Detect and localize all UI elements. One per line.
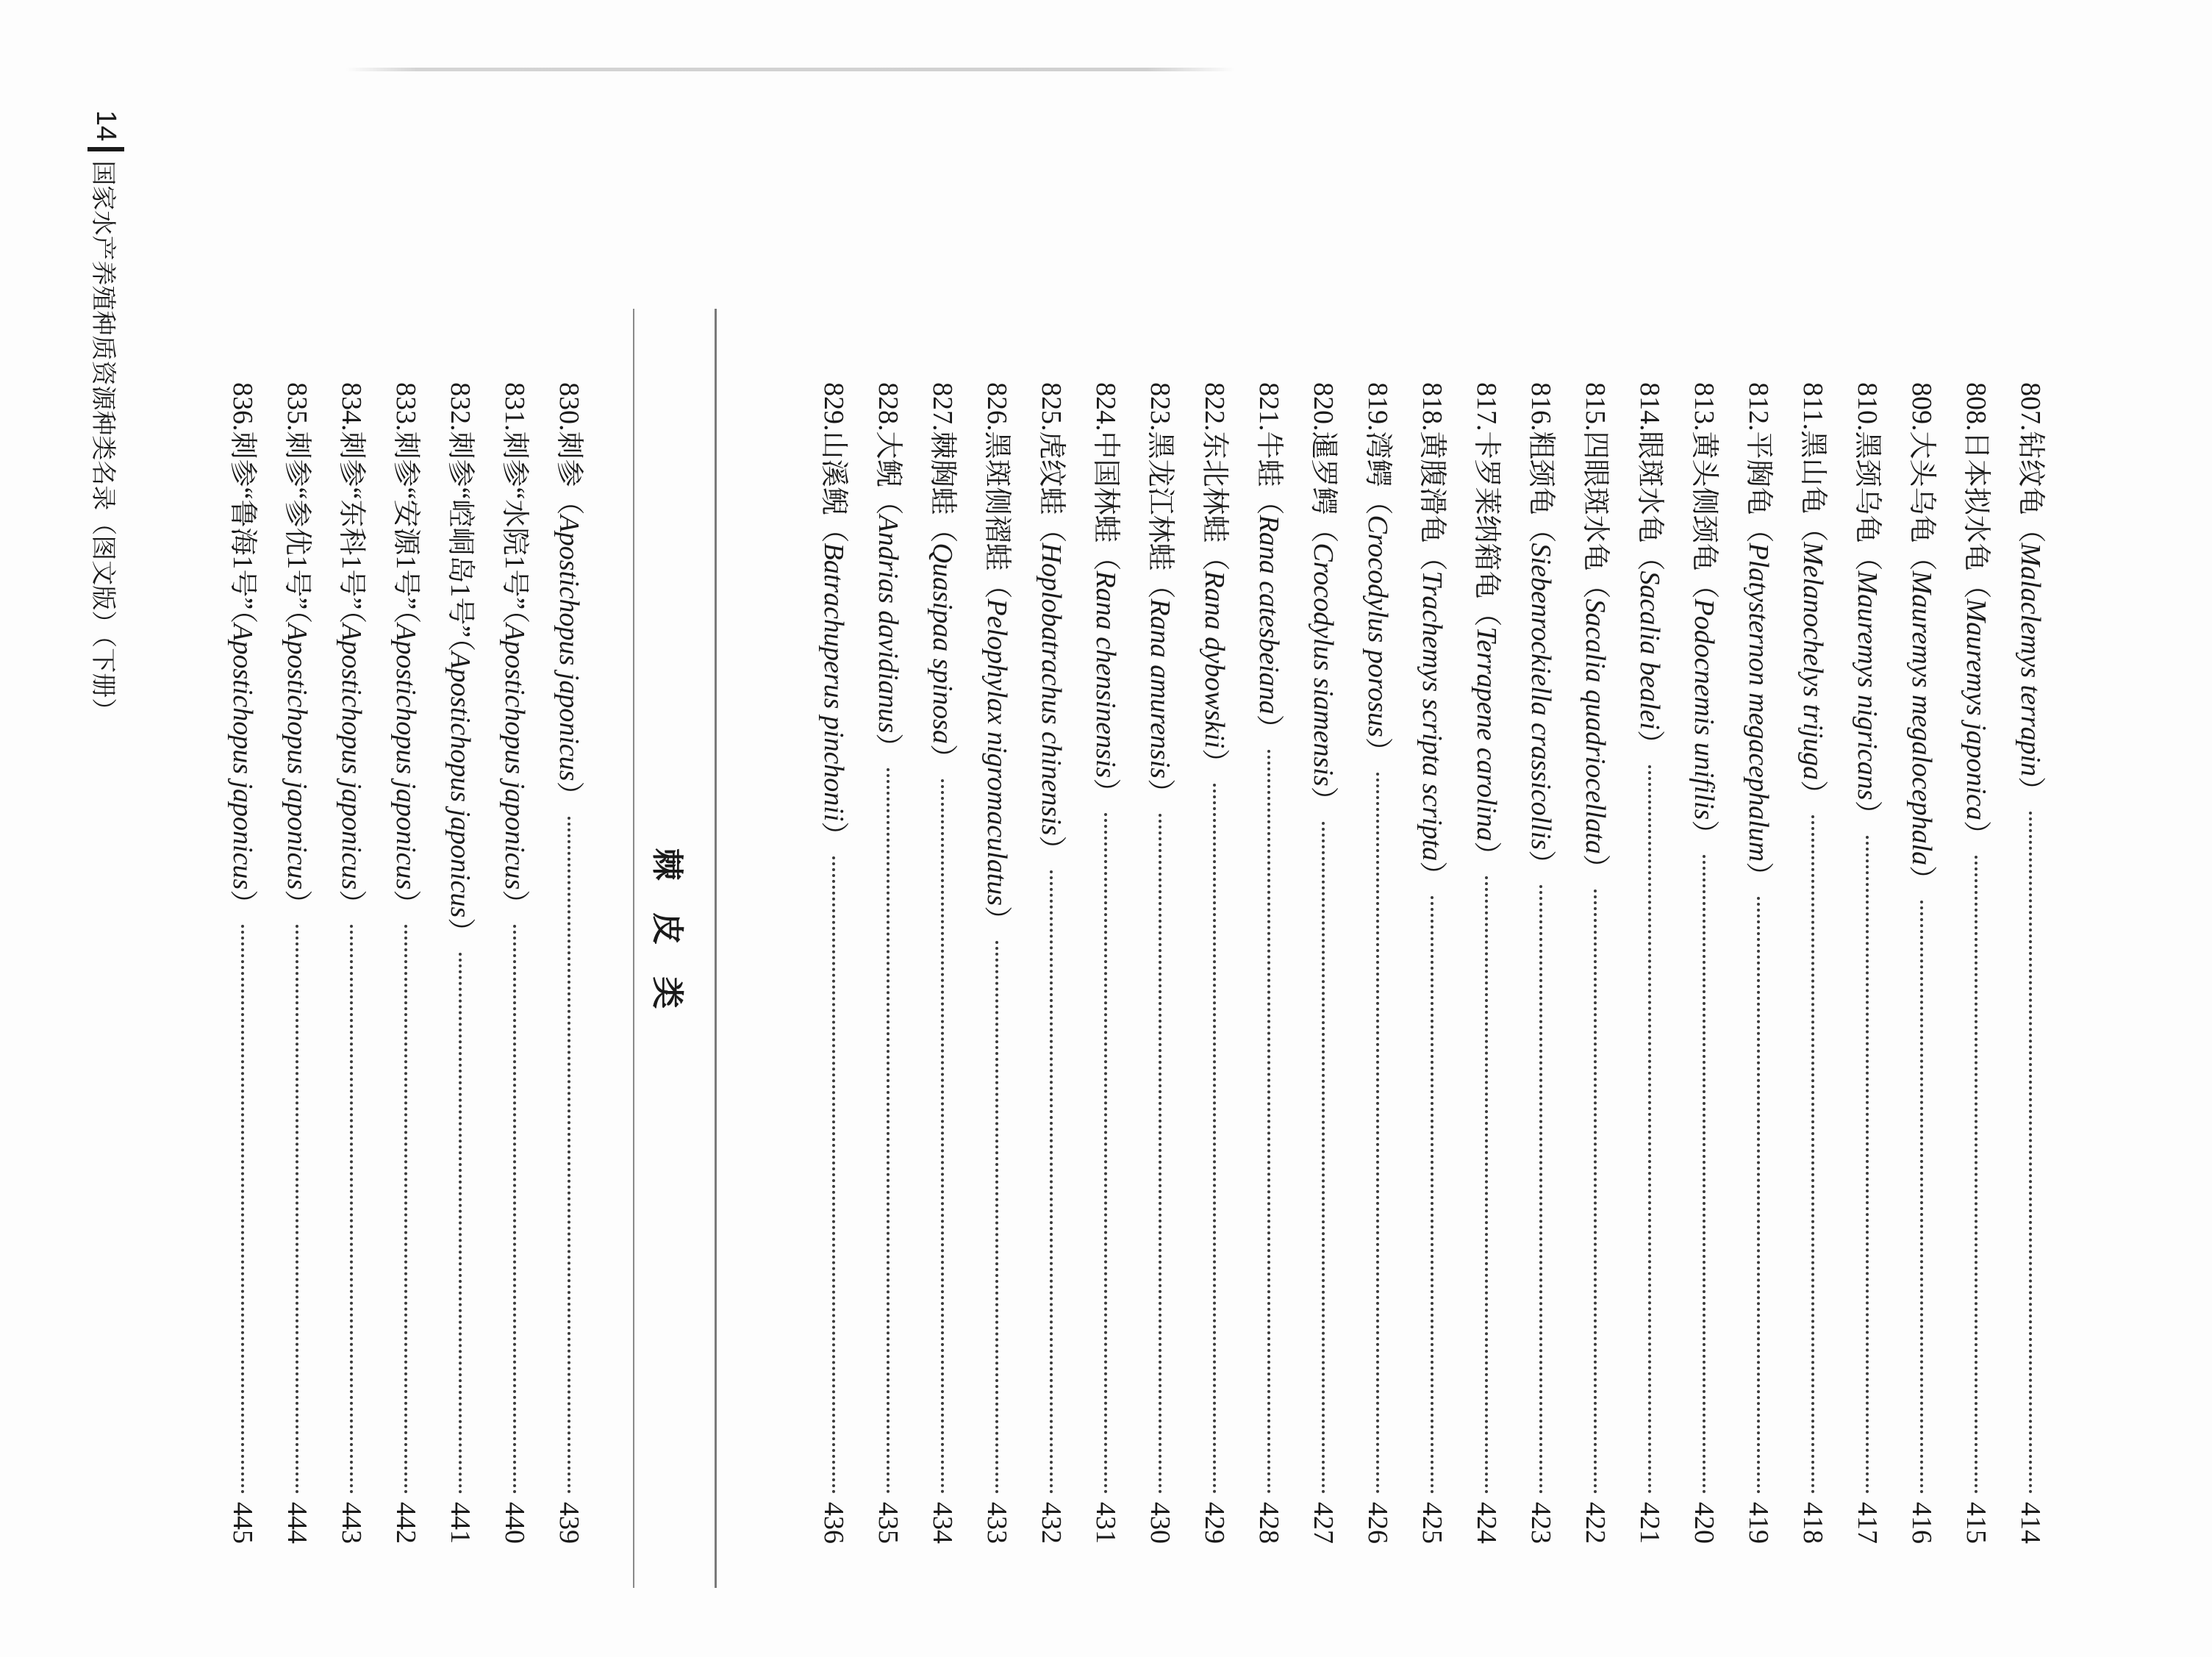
- entry-page-number: 421: [1634, 1502, 1665, 1544]
- entry-latin-name: Apostichopus japonicus: [499, 623, 530, 890]
- dot-leader: [887, 768, 890, 1494]
- entry-page-number: 439: [554, 1502, 584, 1544]
- entry-latin-name: Hoplobatrachus chinensis: [1036, 543, 1067, 836]
- toc-entry[interactable]: [487, 382, 542, 1544]
- entry-chinese-name: 812.平胸龟（: [1743, 382, 1774, 543]
- entry-close-paren: ）: [1961, 820, 1991, 849]
- entry-latin-name: Sacalia quadriocellata: [1580, 598, 1611, 854]
- toc-entry-title: [1568, 382, 1622, 882]
- entry-page-number: 427: [1308, 1502, 1339, 1544]
- toc-entry[interactable]: [1949, 382, 2003, 1544]
- toc-entry-title: [1133, 382, 1187, 806]
- toc-list-reptiles-amphibians: [806, 382, 2058, 1544]
- toc-entry-title: [1731, 382, 1786, 890]
- entry-close-paren: ）: [1471, 841, 1502, 870]
- dot-leader: [2029, 812, 2032, 1494]
- entry-close-paren: ）: [1145, 779, 1175, 807]
- entry-chinese-name: 831.刺参“水院1号”（: [499, 382, 530, 624]
- toc-entry[interactable]: [1677, 382, 1731, 1544]
- toc-entry[interactable]: [270, 382, 324, 1544]
- entry-chinese-name: 823.黑龙江林蛙（: [1145, 382, 1175, 599]
- entry-close-paren: ）: [2015, 776, 2046, 805]
- entry-page-number: 424: [1471, 1502, 1502, 1544]
- toc-entry[interactable]: [1405, 382, 1459, 1544]
- toc-entry-title: [542, 382, 596, 809]
- entry-latin-name: Rana chensinensis: [1090, 570, 1121, 779]
- dot-leader: [1376, 773, 1379, 1494]
- dot-leader: [1975, 856, 1977, 1494]
- running-header: [87, 110, 124, 723]
- entry-latin-name: Apostichopus japonicus: [282, 623, 312, 890]
- dot-leader: [1866, 836, 1869, 1494]
- toc-entry-title: [1677, 382, 1731, 848]
- entry-close-paren: ）: [1199, 748, 1230, 777]
- toc-entry[interactable]: [324, 382, 379, 1544]
- toc-entry[interactable]: [1350, 382, 1405, 1544]
- dot-leader: [1322, 822, 1325, 1494]
- toc-entry-title: [1840, 382, 1894, 828]
- section-divider-bottom: [633, 309, 634, 1588]
- entry-latin-name: Pelophylax nigromaculatus: [981, 598, 1012, 906]
- entry-close-paren: ）: [499, 890, 530, 918]
- toc-entry[interactable]: [1568, 382, 1622, 1544]
- entry-close-paren: ）: [981, 906, 1012, 934]
- dot-leader: [1811, 815, 1814, 1494]
- dot-leader: [296, 925, 298, 1494]
- entry-chinese-name: 817.卡罗莱纳箱龟（: [1471, 382, 1502, 627]
- dot-leader: [350, 925, 353, 1494]
- toc-entry-title: [324, 382, 379, 917]
- entry-chinese-name: 819.湾鳄（: [1362, 382, 1393, 515]
- toc-entry[interactable]: [215, 382, 270, 1544]
- entry-chinese-name: 816.粗颈龟（: [1525, 382, 1556, 543]
- toc-entry-title: [1078, 382, 1133, 806]
- dot-leader: [1648, 765, 1651, 1494]
- entry-close-paren: ）: [818, 821, 849, 850]
- entry-latin-name: Batrachuperus pinchonii: [818, 543, 849, 822]
- entry-chinese-name: 827.棘胸蛙（: [927, 382, 958, 543]
- entry-page-number: 415: [1961, 1502, 1991, 1544]
- entry-latin-name: Rana dybowskii: [1199, 570, 1230, 749]
- dot-leader: [1485, 876, 1488, 1494]
- entry-close-paren: ）: [227, 890, 258, 918]
- entry-close-paren: ）: [336, 890, 367, 918]
- toc-entry[interactable]: [1242, 382, 1296, 1544]
- entry-latin-name: Platysternon megacephalum: [1743, 543, 1774, 862]
- toc-entry[interactable]: [1514, 382, 1568, 1544]
- entry-chinese-name: 835.刺参“参优1号”（: [282, 382, 312, 624]
- toc-entry-title: [1514, 382, 1568, 878]
- entry-page-number: 429: [1199, 1502, 1230, 1544]
- entry-page-number: 419: [1743, 1502, 1774, 1544]
- toc-entry-title: [379, 382, 433, 917]
- entry-chinese-name: 834.刺参“东科1号”（: [336, 382, 367, 624]
- entry-chinese-name: 833.刺参“安源1号”（: [390, 382, 421, 624]
- entry-latin-name: Andrias davidianus: [873, 515, 903, 734]
- entry-page-number: 442: [390, 1502, 421, 1544]
- entry-page-number: 434: [927, 1502, 958, 1544]
- toc-entry-title: [1405, 382, 1459, 889]
- toc-entry[interactable]: [1078, 382, 1133, 1544]
- entry-chinese-name: 826.黑斑侧褶蛙（: [981, 382, 1012, 599]
- dot-leader: [995, 941, 998, 1494]
- entry-latin-name: Mauremys japonica: [1961, 598, 1991, 820]
- entry-chinese-name: 836.刺参“鲁海1号”（: [227, 382, 258, 624]
- entry-chinese-name: 822.东北林蛙（: [1199, 382, 1230, 571]
- entry-chinese-name: 830.刺参（: [554, 382, 584, 515]
- dot-leader: [1050, 870, 1053, 1494]
- toc-entry[interactable]: [1024, 382, 1078, 1544]
- dot-leader: [513, 925, 516, 1494]
- entry-chinese-name: 832.刺参“崆峒岛1号”（: [445, 382, 476, 652]
- toc-entry[interactable]: [1459, 382, 1514, 1544]
- toc-entry-title: [487, 382, 542, 917]
- dot-leader: [1431, 896, 1433, 1494]
- dot-leader: [1267, 750, 1270, 1494]
- toc-entry[interactable]: [806, 382, 861, 1544]
- toc-entry-title: [1622, 382, 1677, 758]
- entry-latin-name: Terrapene carolina: [1471, 626, 1502, 842]
- entry-close-paren: ）: [1036, 835, 1067, 864]
- entry-latin-name: Mauremys nigricans: [1852, 570, 1883, 801]
- entry-chinese-name: 814.眼斑水龟（: [1634, 382, 1665, 571]
- entry-page-number: 432: [1036, 1502, 1067, 1544]
- toc-entry[interactable]: [542, 382, 596, 1544]
- entry-chinese-name: 813.黄头侧颈龟（: [1689, 382, 1719, 599]
- toc-entry[interactable]: [1296, 382, 1350, 1544]
- toc-entry[interactable]: [970, 382, 1024, 1544]
- entry-page-number: 420: [1689, 1502, 1719, 1544]
- entry-latin-name: Mauremys megalocephala: [1906, 570, 1937, 866]
- entry-page-number: 426: [1362, 1502, 1393, 1544]
- entry-page-number: 444: [282, 1502, 312, 1544]
- entry-latin-name: Rana catesbeiana: [1253, 515, 1284, 715]
- entry-chinese-name: 821.牛蛙（: [1253, 382, 1284, 515]
- entry-latin-name: Crocodylus porosus: [1362, 515, 1393, 737]
- toc-entry-title: [270, 382, 324, 917]
- toc-entry[interactable]: [1786, 382, 1840, 1544]
- entry-latin-name: Apostichopus japonicus: [554, 515, 584, 781]
- dot-leader: [1703, 855, 1705, 1494]
- entry-page-number: 416: [1906, 1502, 1937, 1544]
- toc-entry-title: [1187, 382, 1242, 776]
- dot-leader: [404, 925, 407, 1494]
- section-heading: 棘 皮 类: [648, 848, 686, 1020]
- entry-page-number: 425: [1417, 1502, 1447, 1544]
- entry-page-number: 428: [1253, 1502, 1284, 1544]
- toc-entry-title: [1459, 382, 1514, 869]
- entry-close-paren: ）: [554, 781, 584, 809]
- entry-close-paren: ）: [1580, 853, 1611, 882]
- entry-chinese-name: 818.黄腹滑龟（: [1417, 382, 1447, 571]
- entry-latin-name: Sacalia bealei: [1634, 570, 1665, 730]
- entry-page-number: 436: [818, 1502, 849, 1544]
- toc-entry-title: [215, 382, 270, 917]
- entry-close-paren: ）: [1253, 714, 1284, 742]
- toc-entry-title: [970, 382, 1024, 934]
- entry-chinese-name: 820.暹罗鳄（: [1308, 382, 1339, 543]
- header-divider-bar: [87, 147, 124, 151]
- toc-entry-title: [1949, 382, 2003, 848]
- entry-close-paren: ）: [390, 890, 421, 918]
- entry-close-paren: ）: [1852, 800, 1883, 828]
- entry-close-paren: ）: [1090, 778, 1121, 806]
- toc-entry-title: [433, 382, 487, 945]
- entry-latin-name: Apostichopus japonicus: [390, 623, 421, 890]
- entry-page-number: 431: [1090, 1502, 1121, 1544]
- entry-close-paren: ）: [927, 743, 958, 772]
- entry-close-paren: ）: [1689, 820, 1719, 848]
- entry-chinese-name: 815.四眼斑水龟（: [1580, 382, 1611, 599]
- toc-entry[interactable]: [1187, 382, 1242, 1544]
- entry-close-paren: ）: [873, 733, 903, 762]
- section-divider-top: [715, 309, 717, 1588]
- toc-entry-title: [915, 382, 970, 772]
- toc-entry-title: [1242, 382, 1296, 742]
- toc-entry[interactable]: [1894, 382, 1949, 1544]
- entry-latin-name: Crocodylus siamensis: [1308, 543, 1339, 787]
- dot-leader: [1159, 814, 1162, 1494]
- toc-list-echinoderms: [215, 382, 596, 1544]
- entry-chinese-name: 808.日本拟水龟（: [1961, 382, 1991, 599]
- toc-entry-title: [806, 382, 861, 849]
- entry-page-number: 430: [1145, 1502, 1175, 1544]
- toc-entry[interactable]: [379, 382, 433, 1544]
- entry-page-number: 445: [227, 1502, 258, 1544]
- entry-close-paren: ）: [1797, 780, 1828, 809]
- book-title: 国家水产养殖种质资源种类名录（图文版）（下册）: [88, 160, 118, 723]
- entry-latin-name: Podocnemis unifilis: [1689, 598, 1719, 820]
- toc-entry[interactable]: [861, 382, 915, 1544]
- entry-close-paren: ）: [1634, 729, 1665, 758]
- entry-page-number: 423: [1525, 1502, 1556, 1544]
- toc-entry[interactable]: [2003, 382, 2058, 1544]
- toc-entry-title: [1894, 382, 1949, 893]
- entry-latin-name: Apostichopus japonicus: [445, 651, 476, 918]
- toc-entry[interactable]: [1133, 382, 1187, 1544]
- entry-close-paren: ）: [1362, 737, 1393, 765]
- entry-latin-name: Apostichopus japonicus: [227, 623, 258, 890]
- dot-leader: [568, 817, 570, 1494]
- entry-latin-name: Malaclemys terrapin: [2015, 543, 2046, 777]
- entry-latin-name: Apostichopus japonicus: [336, 623, 367, 890]
- entry-chinese-name: 824.中国林蛙（: [1090, 382, 1121, 571]
- entry-page-number: 443: [336, 1502, 367, 1544]
- entry-latin-name: Trachemys scripta scripta: [1417, 570, 1447, 862]
- entry-close-paren: ）: [282, 890, 312, 918]
- toc-entry[interactable]: [433, 382, 487, 1544]
- toc-entry[interactable]: [1731, 382, 1786, 1544]
- entry-chinese-name: 825.虎纹蛙（: [1036, 382, 1067, 543]
- toc-entry-title: [2003, 382, 2058, 804]
- toc-entry[interactable]: [915, 382, 970, 1544]
- entry-latin-name: Melanochelys trijuga: [1797, 542, 1828, 781]
- dot-leader: [1920, 901, 1923, 1494]
- entry-page-number: 417: [1852, 1502, 1883, 1544]
- dot-leader: [941, 779, 944, 1494]
- entry-latin-name: Quasipaa spinosa: [927, 543, 958, 744]
- toc-entry-title: [1296, 382, 1350, 815]
- entry-chinese-name: 809.大头乌龟（: [1906, 382, 1937, 571]
- entry-page-number: 433: [981, 1502, 1012, 1544]
- entry-page-number: 414: [2015, 1502, 2046, 1544]
- toc-entry[interactable]: [1622, 382, 1677, 1544]
- entry-chinese-name: 828.大鲵（: [873, 382, 903, 515]
- dot-leader: [1757, 897, 1760, 1494]
- toc-entry-title: [861, 382, 915, 761]
- entry-close-paren: ）: [1525, 850, 1556, 878]
- entry-chinese-name: 807.钻纹龟（: [2015, 382, 2046, 543]
- toc-entry-title: [1024, 382, 1078, 863]
- entry-close-paren: ）: [1906, 865, 1937, 894]
- entry-close-paren: ）: [445, 917, 476, 946]
- entry-close-paren: ）: [1417, 861, 1447, 890]
- entry-page-number: 422: [1580, 1502, 1611, 1544]
- entry-page-number: 418: [1797, 1502, 1828, 1544]
- entry-page-number: 440: [499, 1502, 530, 1544]
- dot-leader: [1213, 784, 1216, 1494]
- entry-latin-name: Rana amurensis: [1145, 598, 1175, 779]
- toc-entry-title: [1786, 382, 1840, 808]
- dot-leader: [459, 953, 462, 1494]
- entry-close-paren: ）: [1308, 786, 1339, 815]
- entry-chinese-name: 829.山溪鲵（: [818, 382, 849, 543]
- dot-leader: [1539, 885, 1542, 1494]
- dot-leader: [1594, 890, 1597, 1494]
- page-number: 14: [90, 110, 122, 142]
- dot-leader: [832, 856, 835, 1494]
- entry-chinese-name: 811.黑山龟（: [1797, 382, 1828, 543]
- entry-latin-name: Siebenrockiella crassicollis: [1525, 543, 1556, 851]
- entry-page-number: 435: [873, 1502, 903, 1544]
- dot-leader: [241, 925, 244, 1494]
- toc-entry[interactable]: [1840, 382, 1894, 1544]
- entry-close-paren: ）: [1743, 862, 1774, 890]
- dot-leader: [1104, 813, 1107, 1494]
- entry-chinese-name: 810.黑颈乌龟（: [1852, 382, 1883, 571]
- entry-page-number: 441: [445, 1502, 476, 1544]
- toc-entry-title: [1350, 382, 1405, 765]
